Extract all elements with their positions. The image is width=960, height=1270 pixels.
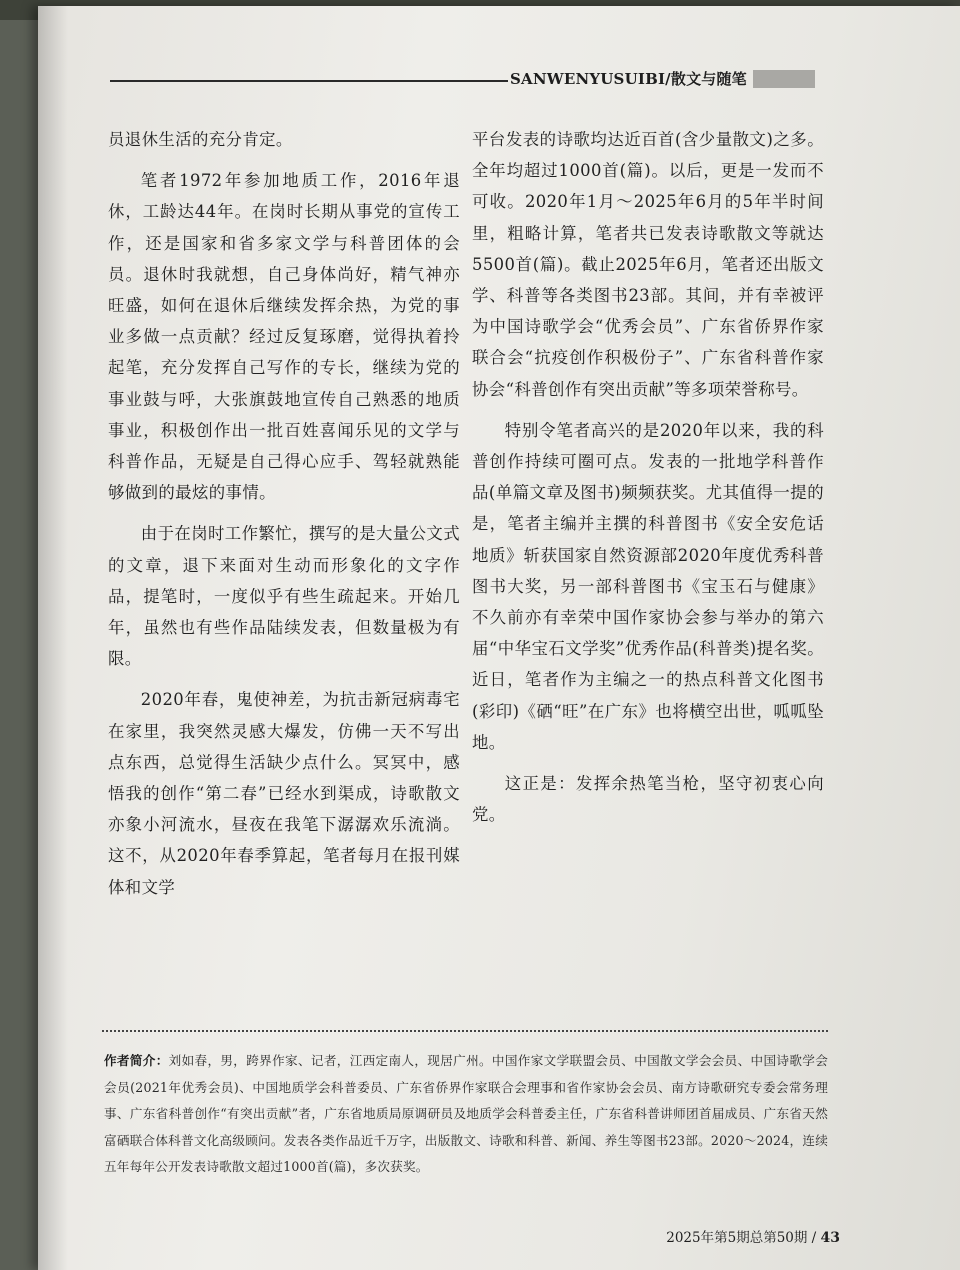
author-bio-text: 刘如春，男，跨界作家、记者，江西定南人，现居广州。中国作家文学联盟会员、中国散文学会会员、中国诗歌学会会员(2021年优秀会员)、中国地质学会科普委员、广东省侨界作家联合会理事和省作家协会会员、南方诗歌研究专委会常务理事、广东省科普创作“有突出贡献”者，广东省地质局原调研员及地质学会科普委主任，广东省科普讲师团首届成员、广东省天然富硒联合体科普文化高级顾问。发表各类作品近千万字，出版散文、诗歌和科普、新闻、养生等图书23部。2020～2024，连续五年每年公开发表诗歌散文超过1000首(篇)，多次获奖。	[104, 1053, 828, 1174]
paragraph: 这正是：发挥余热笔当枪，坚守初衷心向党。	[472, 774, 824, 825]
left-column	[108, 124, 460, 913]
issue-info: 2025年第5期总第50期 /	[666, 1230, 817, 1246]
header-rule	[110, 80, 508, 82]
section-title: SANWENYUSUIBI/散文与随笔	[510, 70, 747, 88]
paragraph: 平台发表的诗歌均达近百首(含少量散文)之多。全年均超过1000首(篇)。以后，更是一发而不可收。2020年1月～2025年6月的5年半时间里，粗略计算，笔者共已发表诗歌散文等就达5500首(篇)。截止2025年6月，笔者还出版文学、科普等各类图书23部。其间，并有幸被评为中国诗歌学会“优秀会员”、广东省侨界作家联合会“抗疫创作积极份子”、广东省科普作家协会“科普创作有突出贡献”等多项荣誉称号。	[472, 130, 824, 399]
paragraph: 笔者1972年参加地质工作，2016年退休，工龄达44年。在岗时长期从事党的宣传工作，还是国家和省多家文学与科普团体的会员。退休时我就想，自己身体尚好，精气神亦旺盛，如何在退休后继续发挥余热，为党的事业多做一点贡献？经过反复琢磨，觉得执着拎起笔，充分发挥自己写作的专长，继续为党的事业鼓与呼，大张旗鼓地宣传自己熟悉的地质事业，积极创作出一批百姓喜闻乐见的文学与科普作品，无疑是自己得心应手、驾轻就熟能够做到的最炫的事情。	[108, 171, 460, 503]
paragraph: 2020年春，鬼使神差，为抗击新冠病毒宅在家里，我突然灵感大爆发，仿佛一天不写出点东西，总觉得生活缺少点什么。冥冥中，感悟我的创作“第二春”已经水到渠成，诗歌散文亦象小河流水，昼夜在我笔下潺潺欢乐流淌。这不，从2020年春季算起，笔者每月在报刊媒体和文学	[108, 690, 460, 897]
page-footer	[650, 1226, 840, 1246]
paragraph: 特别令笔者高兴的是2020年以来，我的科普创作持续可圈可点。发表的一批地学科普作品(单篇文章及图书)频频获奖。尤其值得一提的是，笔者主编并主撰的科普图书《安全安危话地质》斩获国家自然资源部2020年度优秀科普图书大奖，另一部科普图书《宝玉石与健康》不久前亦有幸荣中国作家协会参与举办的第六届“中华宝石文学奖”优秀作品(科普类)提名奖。近日，笔者作为主编之一的热点科普文化图书(彩印)《硒“旺”在广东》也将横空出世，呱呱坠地。	[472, 420, 824, 752]
bio-divider	[102, 1030, 828, 1032]
author-bio-label: 作者简介：	[104, 1053, 169, 1068]
magazine-page	[38, 6, 960, 1270]
header-grey-block	[753, 70, 815, 88]
author-bio	[104, 1048, 828, 1181]
page-number: 43	[820, 1230, 840, 1246]
paragraph: 员退休生活的充分肯定。	[108, 130, 293, 149]
right-column	[472, 124, 824, 840]
page-binding-shadow	[38, 6, 68, 1270]
paragraph: 由于在岗时工作繁忙，撰写的是大量公文式的文章，退下来面对生动而形象化的文字作品，提笔时，一度似乎有些生疏起来。开始几年，虽然也有些作品陆续发表，但数量极为有限。	[108, 524, 460, 669]
